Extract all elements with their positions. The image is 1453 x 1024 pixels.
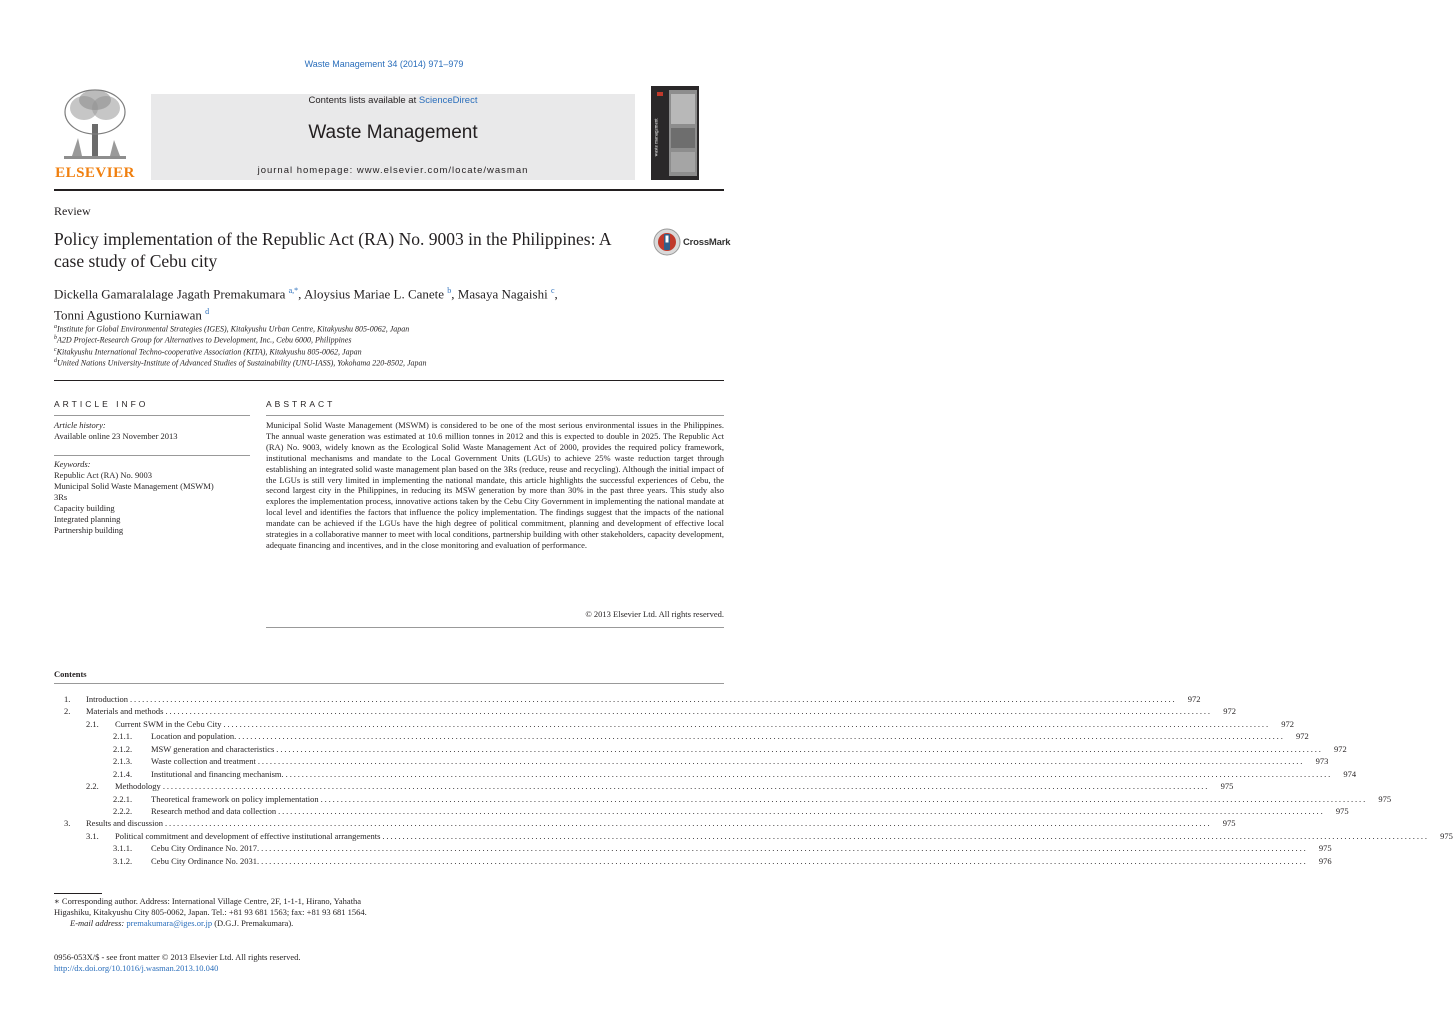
toc-page-number: 972: [1334, 743, 1347, 754]
article-title: Policy implementation of the Republic Act (RA) No. 9003 in the Philippines: A case study of Cebu city: [54, 229, 611, 271]
author-name[interactable]: Aloysius Mariae L. Canete: [303, 286, 445, 302]
toc-entry: [115, 718, 1294, 730]
article-history: [54, 420, 250, 442]
abstract-rule: [266, 415, 724, 416]
toc-row[interactable]: [54, 842, 1332, 854]
keyword-item: Republic Act (RA) No. 9003: [54, 470, 152, 480]
affiliation-text: United Nations University-Institute of Advanced Studies of Sustainability (UNU-IASS), Yokohama 220-8502, Japan: [57, 359, 427, 369]
toc-label[interactable]: Introduction: [86, 694, 129, 704]
toc-leader-dots: ....................................................................................................................................................................................................................................................................: [238, 731, 1285, 742]
toc-row[interactable]: [54, 780, 1234, 792]
toc-entry: [86, 693, 1201, 705]
toc-entry: [115, 780, 1234, 792]
toc-row[interactable]: [54, 830, 1453, 842]
toc-entry: [151, 793, 1392, 805]
crossmark-icon: [653, 228, 681, 256]
toc-page-number: 975: [1220, 781, 1234, 792]
affiliation-list: [54, 323, 694, 369]
info-rule: [54, 415, 250, 416]
contents-title: Contents: [54, 669, 87, 679]
affiliation-mark: b: [54, 335, 57, 342]
toc-row[interactable]: [54, 730, 1309, 742]
crossmark-button[interactable]: [653, 228, 731, 260]
affiliation-item: [54, 346, 694, 357]
toc-leader-dots: ....................................................................................................................................................................................................................................................................: [257, 756, 1305, 767]
affiliation-mark: a: [54, 324, 57, 330]
toc-page-number: 972: [1295, 731, 1309, 742]
toc-entry: [151, 755, 1329, 767]
author-separator: ,: [451, 286, 458, 302]
keywords-label: Keywords:: [54, 459, 91, 469]
elsevier-logo[interactable]: [54, 86, 136, 182]
toc-label[interactable]: Research method and data collection: [151, 805, 277, 816]
affiliation-mark: c: [54, 346, 57, 353]
author-name[interactable]: Tonni Agustiono Kurniawan: [54, 307, 202, 323]
toc-label[interactable]: Results and discussion: [86, 818, 163, 829]
toc-leader-dots: ....................................................................................................................................................................................................................................................................: [164, 818, 1212, 829]
author-name[interactable]: Dickella Gamaralalage Jagath Premakumara: [54, 286, 286, 302]
toc-row[interactable]: [54, 805, 1349, 817]
keyword-item: Capacity building: [54, 503, 115, 513]
journal-homepage[interactable]: journal homepage: www.elsevier.com/locate/wasman: [257, 165, 529, 176]
toc-label[interactable]: Materials and methods: [86, 706, 164, 717]
toc-row[interactable]: [54, 817, 1236, 829]
toc-number: 3.: [64, 818, 71, 829]
doi-link[interactable]: http://dx.doi.org/10.1016/j.wasman.2013.10.040: [54, 963, 219, 973]
keyword-item: Municipal Solid Waste Management (MSWM): [54, 481, 214, 491]
toc-label[interactable]: Cebu City Ordinance No. 2017.: [151, 843, 260, 854]
toc-number: 3.1.2.: [113, 855, 133, 866]
toc-leader-dots: ....................................................................................................................................................................................................................................................................: [285, 768, 1333, 779]
toc-label[interactable]: Current SWM in the Cebu City: [115, 718, 222, 729]
toc-leader-dots: ....................................................................................................................................................................................................................................................................: [261, 843, 1308, 854]
toc-number: 2.2.2.: [113, 805, 133, 816]
toc-row[interactable]: [54, 693, 1201, 705]
journal-banner: [151, 94, 635, 180]
contents-rule: [54, 683, 724, 684]
keyword-item: Partnership building: [54, 525, 124, 535]
issn-line: 0956-053X/$ - see front matter © 2013 Elsevier Ltd. All rights reserved.: [54, 952, 301, 962]
crossmark-label: CrossMark: [683, 237, 731, 248]
tree-icon: [54, 86, 136, 164]
toc-page-number: 974: [1343, 768, 1357, 779]
journal-name: Waste Management: [308, 122, 478, 143]
toc-entry: [151, 805, 1349, 817]
email-link[interactable]: premakumara@iges.or.jp: [126, 918, 213, 928]
toc-number: 1.: [64, 694, 71, 704]
footnote-text: Corresponding author. Address: International Village Centre, 2F, 1-1-1, Hirano, Yahatha Higashiku, Kitakyushu City 805-0062, Japan. Tel.: +81 93 681 1563; fax: +81 93 681 1564.: [54, 896, 367, 917]
author-affiliation-mark[interactable]: a,*: [288, 286, 299, 295]
toc-label[interactable]: Waste collection and treatment: [151, 756, 256, 767]
toc-leader-dots: ....................................................................................................................................................................................................................................................................: [261, 855, 1308, 866]
sciencedirect-link[interactable]: ScienceDirect: [418, 95, 478, 106]
toc-page-number: 972: [1223, 706, 1236, 717]
toc-number: 2.1.2.: [113, 743, 133, 754]
abstract-text: Municipal Solid Waste Management (MSWM) is considered to be one of the most serious environmental issues in the Philippines. The annual waste generation was estimated at 10.6 million tonnes in 2012 and this is expected to double in 2025. The Republic Act (RA) No. 9003, widely known as the Ecological Solid Waste Management Act of 2000, provides the required policy framework, institutional mechanisms and mandate to the Local Government Units (LGUs) to achieve 25% waste reduction target through establishing an integrated solid waste management plan based on the 3Rs (reduce, reuse and recycling). Although the initial impact of the LGUs is still very limited in implementing the national mandate, this article highlights the successful experiences of Cebu, the second largest city in the Philippines, in reducing its MSW generation by more than 30% in the past three years. This study also explores the implementation process, innovative actions taken by the Cebu City Government in implementing the national mandate at local level and identifies the factors that influence the policy implementation. The findings suggest that the impacts of the national mandate can be achieved if the LGUs have the high degree of political commitment, planning and development of effective local strategies in a collaborative manner to meet with local conditions, partnership building with other stakeholders, capacity development, adequate financing and incentives, and in the close monitoring and evaluation of performance.: [266, 420, 724, 550]
toc-label[interactable]: Institutional and financing mechanism.: [151, 768, 284, 779]
toc-label[interactable]: Cebu City Ordinance No. 2031.: [151, 855, 260, 866]
keyword-item: Integrated planning: [54, 514, 121, 524]
abstract-heading: ABSTRACT: [266, 399, 336, 409]
keyword-item: 3Rs: [54, 492, 68, 502]
toc-entry: [151, 842, 1332, 854]
toc-number: 2.2.: [86, 781, 99, 792]
toc-page-number: 975: [1378, 793, 1392, 804]
table-of-contents: [54, 693, 1453, 867]
toc-page-number: 975: [1440, 830, 1453, 841]
toc-label[interactable]: Location and population.: [151, 731, 237, 742]
author-affiliation-mark[interactable]: b: [447, 286, 452, 295]
author-list: [54, 282, 694, 325]
toc-page-number: 972: [1281, 718, 1294, 729]
article-type: Review: [54, 204, 91, 218]
journal-cover-image[interactable]: [651, 86, 699, 180]
toc-number: 2.: [64, 706, 71, 717]
toc-entry: [151, 730, 1309, 742]
toc-leader-dots: ....................................................................................................................................................................................................................................................................: [162, 781, 1210, 792]
toc-label[interactable]: Political commitment and development of effective institutional arrangements: [115, 830, 381, 841]
affiliation-item: [54, 323, 694, 334]
toc-row[interactable]: [54, 743, 1347, 755]
section-rule: [54, 380, 724, 381]
publisher-name: ELSEVIER: [55, 165, 135, 181]
toc-row[interactable]: [54, 705, 1236, 717]
toc-page-number: 975: [1335, 805, 1349, 816]
info-rule: [54, 455, 250, 456]
article-info-heading: ARTICLE INFO: [54, 399, 149, 409]
toc-leader-dots: ....................................................................................................................................................................................................................................................................: [223, 718, 1270, 729]
author-separator: ,: [554, 286, 558, 302]
toc-entry: [86, 817, 1236, 829]
toc-number: 2.1.1.: [113, 731, 133, 742]
toc-number: 2.1.4.: [113, 768, 133, 779]
footnote-corresponding: [54, 896, 394, 918]
toc-number: 2.1.3.: [113, 756, 133, 767]
toc-entry: [151, 743, 1347, 755]
toc-number: 3.1.: [86, 830, 99, 841]
toc-page-number: 975: [1222, 818, 1236, 829]
footnote-rule: [54, 893, 102, 894]
author-affiliation-mark[interactable]: d: [205, 307, 210, 317]
email-label: E-mail address:: [70, 918, 125, 928]
author-separator: ,: [298, 286, 304, 302]
abstract-bottom-rule: [266, 627, 724, 628]
toc-leader-dots: ....................................................................................................................................................................................................................................................................: [320, 793, 1368, 804]
affiliation-item: [54, 334, 694, 345]
affiliation-text: A2D Project-Research Group for Alternatives to Development, Inc., Cebu 6000, Philippines: [57, 336, 352, 346]
journal-citation-link[interactable]: Waste Management 34 (2014) 971–979: [304, 59, 464, 69]
affiliation-mark: d: [54, 358, 57, 365]
toc-page-number: 973: [1315, 756, 1329, 767]
toc-row[interactable]: [54, 855, 1332, 867]
toc-label[interactable]: Methodology: [115, 781, 161, 792]
toc-number: 2.2.1.: [113, 793, 133, 804]
toc-entry: [151, 768, 1357, 780]
email-suffix: (D.G.J. Premakumara).: [214, 918, 294, 928]
toc-row[interactable]: [54, 718, 1294, 730]
author-name[interactable]: Masaya Nagaishi: [457, 286, 548, 302]
toc-page-number: 976: [1318, 855, 1332, 866]
keywords-list: [54, 459, 250, 536]
toc-label[interactable]: Theoretical framework on policy implementation: [151, 793, 319, 804]
contents-available-line: [151, 94, 635, 106]
toc-page-number: 975: [1318, 843, 1332, 854]
toc-number: 2.1.: [86, 718, 99, 729]
cover-title: waste management: [654, 118, 660, 157]
affiliation-text: Institute for Global Environmental Strategies (IGES), Kitakyushu Urban Centre, Kitakyushu 805-0062, Japan: [57, 324, 410, 334]
toc-row[interactable]: [54, 793, 1392, 805]
history-label: Article history:: [54, 420, 106, 430]
header-rule: [54, 189, 724, 191]
history-value: Available online 23 November 2013: [54, 431, 178, 441]
toc-leader-dots: ....................................................................................................................................................................................................................................................................: [276, 743, 1323, 754]
asterisk-mark: ∗: [54, 896, 62, 906]
toc-leader-dots: ....................................................................................................................................................................................................................................................................: [278, 805, 1325, 816]
toc-row[interactable]: [54, 755, 1329, 767]
footnote-email-line: [54, 918, 394, 929]
toc-leader-dots: ....................................................................................................................................................................................................................................................................: [130, 694, 1177, 704]
author-affiliation-mark[interactable]: c: [550, 286, 555, 295]
corresponding-author-footnote: [54, 896, 394, 929]
article-identifiers: [54, 952, 454, 974]
copyright-notice: © 2013 Elsevier Ltd. All rights reserved.: [585, 609, 724, 619]
toc-entry: [115, 830, 1453, 842]
toc-label[interactable]: MSW generation and characteristics: [151, 743, 275, 754]
toc-entry: [86, 705, 1236, 717]
affiliation-text: Kitakyushu International Techno-cooperative Association (KITA), Kitakyushu 805-0062, Japan: [56, 347, 362, 357]
toc-leader-dots: ....................................................................................................................................................................................................................................................................: [382, 830, 1429, 841]
toc-leader-dots: ....................................................................................................................................................................................................................................................................: [165, 706, 1212, 717]
toc-row[interactable]: [54, 768, 1357, 780]
toc-entry: [151, 855, 1332, 867]
contents-prefix: Contents lists available at: [308, 95, 419, 106]
toc-page-number: 972: [1187, 694, 1201, 704]
affiliation-item: [54, 357, 694, 368]
toc-number: 3.1.1.: [113, 843, 133, 854]
